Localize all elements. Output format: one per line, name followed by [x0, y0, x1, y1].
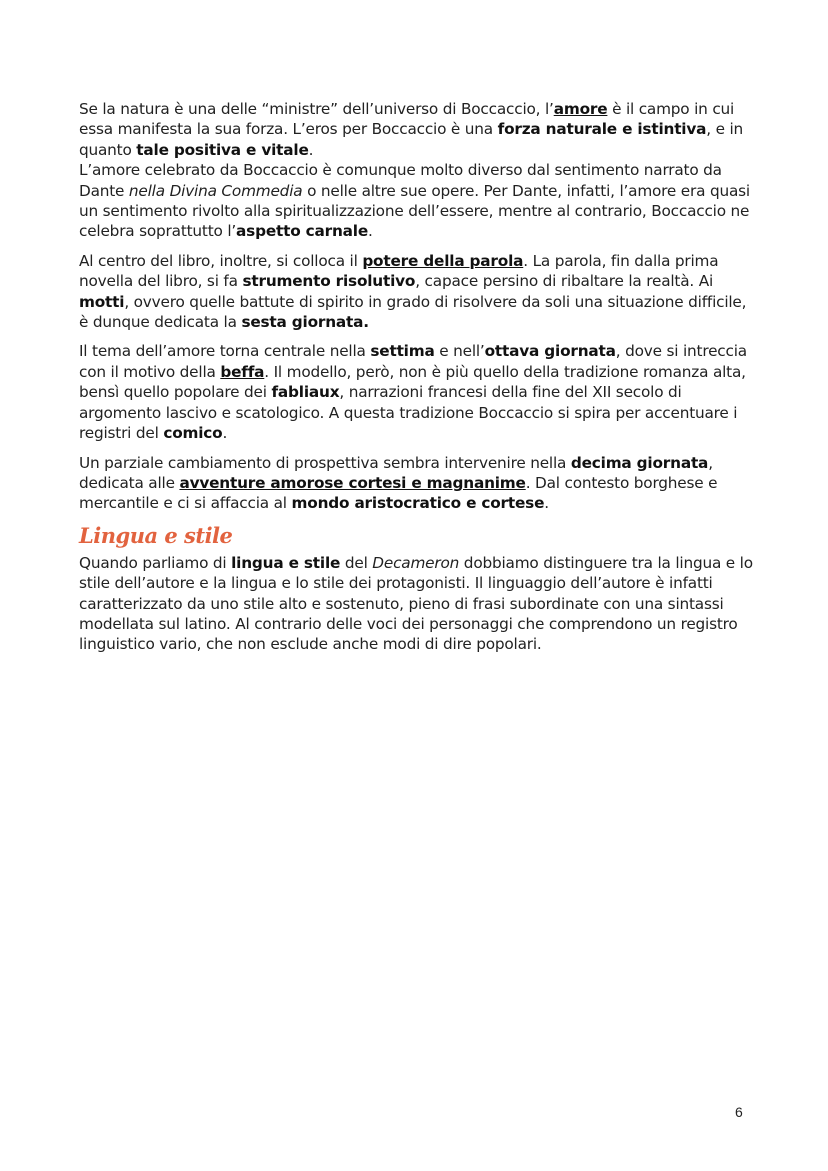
section-heading-lingua-stile: Lingua e stile	[79, 522, 233, 548]
text-run: , dove si intreccia con il motivo della	[79, 342, 747, 381]
keyword-motti: motti	[79, 292, 125, 311]
text-run: e nell’	[434, 342, 485, 361]
text-run: Al centro del libro, inoltre, si colloca il	[79, 251, 363, 270]
text-run: , dedicata alle	[79, 453, 713, 492]
keyword-strumento-risolutivo: strumento risolutivo	[242, 272, 416, 291]
text-run: Il tema dell’amore torna centrale nella	[79, 342, 371, 361]
page-content	[79, 99, 755, 664]
paragraph-decima-giornata	[79, 453, 755, 514]
text-run: . La parola, fin dalla prima novella del libro, si fa	[79, 251, 719, 291]
text-run: Quando parliamo di	[79, 553, 232, 572]
keyword-avventure-amorose: avventure amorose cortesi e magnanime	[179, 473, 526, 492]
text-run: .	[308, 140, 314, 159]
italic-divina-commedia: nella Divina Commedia	[128, 181, 303, 200]
paragraph-amore-natura	[79, 99, 755, 242]
text-run: , narrazioni francesi della fine del XII secolo di argomento lascivo e scatologico. A questa tradizione Boccaccio si spira per accentuare i registri del	[79, 383, 738, 443]
keyword-forza-naturale: forza naturale e istintiva	[497, 120, 707, 139]
text-run: . Dal contesto borghese e mercantile e ci si affaccia al	[79, 473, 718, 513]
keyword-beffa: beffa	[220, 362, 265, 381]
text-run: L’amore celebrato da Boccaccio è comunque molto diverso dal sentimento narrato da Dante	[79, 161, 722, 200]
text-run: .	[368, 222, 373, 241]
page-number: 6	[735, 1104, 743, 1120]
text-run: .	[222, 424, 228, 443]
keyword-ottava-giornata: ottava giornata	[484, 342, 616, 361]
keyword-settima: settima	[370, 342, 435, 361]
keyword-mondo-aristocratico: mondo aristocratico e cortese	[291, 494, 545, 513]
paragraph-lingua-stile	[79, 553, 755, 655]
keyword-decima-giornata: decima giornata	[570, 453, 709, 472]
keyword-comico: comico	[163, 424, 223, 443]
text-run: è il campo in cui essa manifesta la sua forza. L’eros per Boccaccio è una	[79, 100, 735, 139]
text-run: dobbiamo distinguere tra la lingua e lo stile dell’autore e la lingua e lo stile dei protagonisti. Il linguaggio dell’autore è infatti caratterizzato da uno stile alto e sostenuto, pieno di frasi subordinate con una sintassi modellata sul latino. Al contrario delle voci dei personaggi che comprendono un registro linguistico vario, che non esclude anche modi di dire popolari.	[79, 553, 753, 654]
text-run: del	[340, 553, 373, 572]
keyword-amore: amore	[553, 100, 608, 118]
text-run: Un parziale cambiamento di prospettiva sembra intervenire nella	[79, 453, 571, 472]
keyword-lingua-stile: lingua e stile	[231, 553, 341, 572]
text-run: o nelle altre sue opere. Per Dante, infatti, l’amore era quasi un sentimento rivolto alla spiritualizzazione dell’essere, mentre al contrario, Boccaccio ne celebra soprattutto l’	[79, 181, 750, 241]
paragraph-tema-amore	[79, 341, 755, 443]
paragraph-potere-parola	[79, 251, 755, 333]
text-run: .	[544, 494, 549, 513]
text-run: , capace persino di ribaltare la realtà. Ai	[415, 272, 714, 291]
text-run: Se la natura è una delle “ministre” dell’universo di Boccaccio, l’	[79, 100, 554, 118]
keyword-aspetto-carnale: aspetto carnale	[236, 222, 369, 241]
keyword-sesta-giornata: sesta giornata.	[241, 313, 369, 332]
keyword-potere-parola: potere della parola	[362, 251, 524, 270]
italic-decameron: Decameron	[372, 553, 460, 572]
keyword-fabliaux: fabliaux	[271, 383, 340, 402]
text-run: . Il modello, però, non è più quello della tradizione romanza alta, bensì quello popolare dei	[79, 362, 746, 402]
text-run: , e in quanto	[79, 120, 743, 159]
keyword-positiva-vitale: tale positiva e vitale	[136, 140, 309, 159]
text-run: , ovvero quelle battute di spirito in grado di risolvere da soli una situazione difficile, è dunque dedicata la	[79, 292, 747, 332]
